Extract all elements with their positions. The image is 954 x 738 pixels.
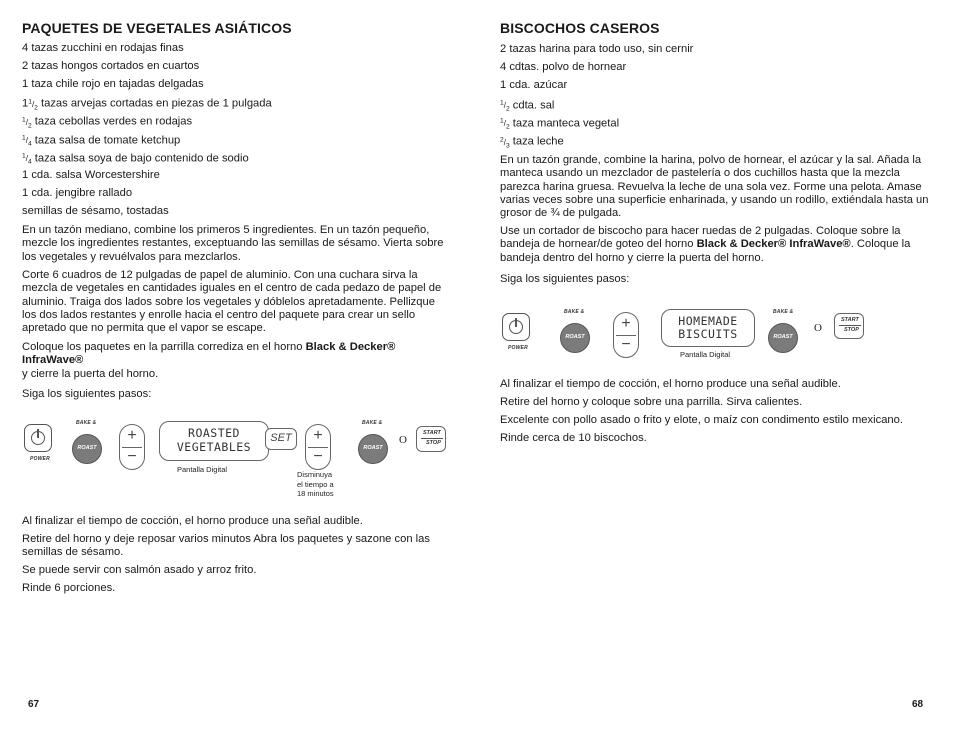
ingredient-item [500,133,564,153]
ingredient-item [500,115,619,135]
after-paragraph-4: Rinde cerca de 10 biscochos. [500,432,647,444]
ingredient-fraction: $^1/_4$ [22,134,32,148]
ingredient-text: taza salsa de tomate ketchup [31,134,181,147]
bake-label: BAKE & [76,420,97,426]
ingredient-text: 1 cda. azúcar [500,79,568,92]
power-label: POWER [30,456,50,462]
start-stop-button[interactable] [834,313,864,339]
steps-intro: Siga los siguientes pasos: [500,273,630,285]
ingredient-item [500,97,554,117]
digital-display [661,309,755,347]
start-label: START [423,430,441,436]
power-button[interactable] [24,424,52,452]
ingredient-fraction: $^1/_2$ [500,117,510,132]
roast-label: ROAST [773,334,793,340]
set-button[interactable] [265,428,297,450]
page-number: 68 [912,699,924,710]
ingredient-item [500,78,567,92]
plus-icon[interactable]: + [313,427,323,444]
ingredient-text: taza manteca vegetal [509,117,620,130]
or-text: O [399,434,407,446]
power-label: POWER [508,345,528,351]
page-number: 67 [28,699,40,710]
plus-icon[interactable]: + [127,427,137,444]
ingredient-text: tazas arvejas cortadas en piezas de 1 pulgada [37,97,272,110]
ingredient-whole-number: 1 [22,97,29,110]
display-line-2: BISCUITS [678,327,738,341]
ingredient-item [22,41,184,55]
bake-roast-button[interactable] [72,434,102,464]
plus-icon[interactable]: + [621,315,631,332]
bake-roast-button-2[interactable] [768,323,798,353]
caption-line: 18 minutos [297,489,334,498]
paragraph-text: Use un cortador de biscocho para hacer ruedas de 2 pulgadas. Coloque sobre la bandeja de hornear/de goteo del horno [500,225,901,251]
ingredient-text: taza cebollas verdes en rodajas [31,116,193,129]
instructions-paragraph-1: En un tazón mediano, combine los primeros 5 ingredientes. En un tazón pequeño, mezcle los ingredientes restantes, exceptuando las semillas de sésamo. Vierta sobre los vegetales y revuélvalos para mezclarlos. [22,224,444,263]
brand-name: Black & Decker® InfraWave® [22,341,396,367]
bake-label: BAKE & [564,309,585,315]
minus-icon[interactable]: − [621,336,631,353]
paragraph-text: Coloque los paquetes en la parrilla corrediza en el horno [22,341,306,353]
display-line-1: HOMEMADE [678,314,738,328]
start-stop-button[interactable] [416,426,446,452]
recipe-title-vegetables: PAQUETES DE VEGETALES ASIÁTICOS [22,20,292,36]
bake-label: BAKE & [362,420,383,426]
ingredient-text: 1 taza chile rojo en tajadas delgadas [22,78,204,91]
ingredient-item [22,204,169,218]
paragraph-text: y cierre la puerta del horno. [22,367,159,380]
time-adjust-control[interactable] [613,312,639,358]
after-paragraph-4: Rinde 6 porciones. [22,582,116,594]
power-icon-bar [515,318,517,327]
set-label: SET [270,432,292,444]
after-paragraph-1: Al finalizar el tiempo de cocción, el horno produce una señal audible. [22,515,363,527]
divider [839,325,861,326]
bake-label: BAKE & [773,309,794,315]
roast-label: ROAST [77,445,97,451]
bake-roast-button-2[interactable] [358,434,388,464]
ingredient-fraction: $^1/_2$ [500,99,510,113]
stop-label: STOP [844,327,859,333]
time-adjust-control[interactable] [119,424,145,470]
ingredient-item [22,77,204,91]
instructions-paragraph-2 [500,225,940,265]
ingredient-text: semillas de sésamo, tostadas [22,204,169,217]
ingredient-item [500,42,693,56]
steps-intro: Siga los siguientes pasos: [22,388,152,400]
paragraph-text: . Coloque la bandeja dentro del horno y cierre la puerta del horno. [500,238,911,264]
ingredient-text: 1 cda. jengibre rallado [22,186,133,199]
power-icon-bar [37,429,39,438]
ingredient-text: 1 cda. salsa Worcestershire [22,168,160,181]
or-text: O [814,322,822,334]
ingredient-text: 2 tazas hongos cortados en cuartos [22,60,200,73]
ingredient-item [500,60,626,74]
display-line-1: ROASTED [188,426,240,440]
display-caption: Pantalla Digital [177,465,228,474]
caption-line: Disminuya [297,470,333,479]
time-adjust-control-2[interactable] [305,424,331,470]
ingredient-text: 4 tazas zucchini en rodajas finas [22,42,184,54]
display-line-2: VEGETABLES [176,440,252,454]
minus-icon[interactable]: − [127,448,137,465]
instructions-paragraph-3 [22,341,442,381]
ingredient-fraction: $^1/_4$ [22,152,32,166]
digital-display [159,421,269,461]
start-label: START [841,317,859,323]
ingredient-text: taza leche [509,135,564,148]
ingredient-fraction: $^2/_3$ [500,136,510,150]
brand-name: Black & Decker® InfraWave® [696,238,851,251]
ingredient-fraction: $^1/_2$ [22,116,32,130]
bake-roast-button[interactable] [560,323,590,353]
ingredient-text: cdta. sal [509,99,555,112]
ingredient-item [22,168,160,182]
ingredient-item [22,186,132,200]
roast-label: ROAST [565,334,585,340]
ingredient-text: 2 tazas harina para todo uso, sin cernir [500,43,694,55]
ingredient-text: 4 cdtas. polvo de hornear [500,61,627,74]
decrease-time-caption [297,470,334,499]
after-paragraph-2: Retire del horno y deje reposar varios minutos Abra los paquetes y sazone con las semillas de sésamo. [22,533,430,559]
caption-line: el tiempo a [297,479,334,489]
ingredient-text: taza salsa soya de bajo contenido de sodio [31,152,249,165]
stop-label: STOP [426,440,441,446]
display-caption: Pantalla Digital [680,350,731,359]
after-paragraph-3: Excelente con pollo asado o frito y elote, o maíz con condimento estilo mexicano. [500,414,903,426]
instructions-paragraph-1: En un tazón grande, combine la harina, polvo de hornear, el azúcar y la sal. Añada la manteca usando un mezclador de pastelería o dos cuchillos hasta que la mezcla parezca harina gruesa. Revuelva la leche de una sola vez. Forme una pelota. Amase varias veces sobre una superficie enharinada, y usando un rodillo, extiéndala hasta un grosor de ¾ de pulgada. [500,154,929,220]
after-paragraph-3: Se puede servir con salmón asado y arroz frito. [22,564,257,576]
divider [421,438,443,439]
power-button[interactable] [502,313,530,341]
after-paragraph-1: Al finalizar el tiempo de cocción, el horno produce una señal audible. [500,378,841,390]
minus-icon[interactable]: − [313,448,323,465]
instructions-paragraph-2: Corte 6 cuadros de 12 pulgadas de papel de aluminio. Con una cuchara sirva la mezcla de vegetales en cantidades iguales en el centro de cada pedazo de papel de aluminio. Traiga dos lados sobre los vegetales y dóblelos apretadamente. Pellizque los dos lados restantes y enrolle hacia el centro del paquete para crear un sello apretado que no permita que el vapor se escape. [22,269,442,335]
ingredient-fraction: $^1/_2$ [28,98,38,112]
ingredient-item [22,59,199,73]
recipe-title-biscuits: BISCOCHOS CASEROS [500,20,660,36]
after-paragraph-2: Retire del horno y coloque sobre una parrilla. Sirva calientes. [500,396,803,408]
roast-label: ROAST [363,445,383,451]
